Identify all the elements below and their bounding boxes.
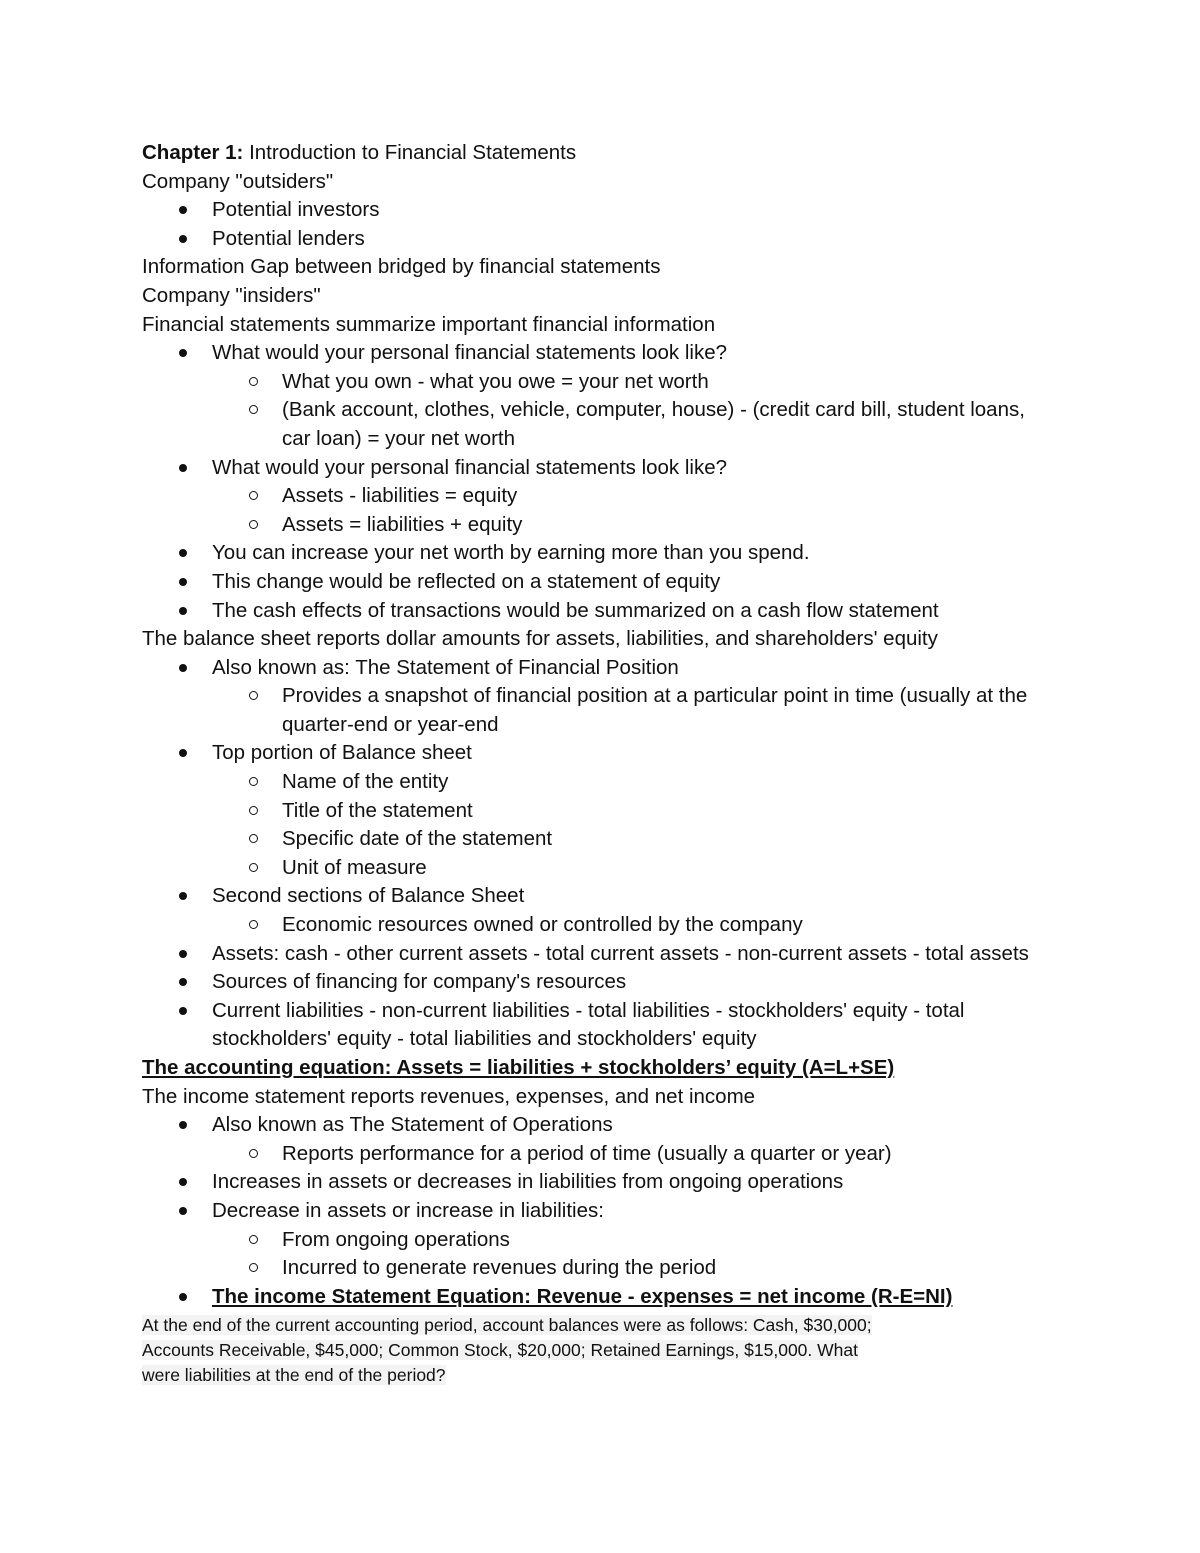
practice-question <box>142 1313 872 1388</box>
bullet-item <box>142 1283 1042 1312</box>
practice-question-text: At the end of the current accounting period, account balances were as follows: Cash, $30,000; Accounts Receivable, $45,000; Common Stock, $20,000; Retained Earnings, $15,000. What were liabilities at the end of the period? <box>142 1315 872 1386</box>
line-text: Potential investors <box>212 198 380 222</box>
sub-bullet-item <box>142 1140 1042 1169</box>
bullet-item <box>142 539 1042 568</box>
line-text: Assets: cash - other current assets - total current assets - non-current assets - total assets <box>212 941 1029 965</box>
text-line <box>142 1083 1042 1112</box>
bullet-item <box>142 654 1042 683</box>
text-line <box>142 168 1042 197</box>
line-text: What would your personal financial statements look like? <box>212 341 728 365</box>
bullet-item <box>142 1168 1042 1197</box>
sub-bullet-item <box>142 911 1042 940</box>
line-text: Decrease in assets or increase in liabilities: <box>212 1198 604 1222</box>
line-text: Also known as: The Statement of Financial Position <box>212 655 679 679</box>
sub-bullet-item <box>142 854 1042 883</box>
sub-bullet-item <box>142 1254 1042 1283</box>
line-text: The cash effects of transactions would be summarized on a cash flow statement <box>212 598 939 622</box>
line-text: What you own - what you owe = your net worth <box>282 369 709 393</box>
line-text: Top portion of Balance sheet <box>212 741 472 765</box>
sub-bullet-item <box>142 511 1042 540</box>
line-text: Incurred to generate revenues during the period <box>282 1256 717 1280</box>
bullet-item <box>142 454 1042 483</box>
line-text: Title of the statement <box>282 798 473 822</box>
line-text: Second sections of Balance Sheet <box>212 884 525 908</box>
text-line <box>142 311 1042 340</box>
line-text: From ongoing operations <box>282 1227 510 1251</box>
chapter-label: Chapter 1: <box>142 141 244 164</box>
text-line <box>142 282 1042 311</box>
sub-bullet-item <box>142 768 1042 797</box>
line-text: Economic resources owned or controlled by the company <box>282 913 803 937</box>
sub-bullet-item <box>142 825 1042 854</box>
bullet-item <box>142 882 1042 911</box>
line-text: Unit of measure <box>282 855 427 879</box>
sub-bullet-item <box>142 682 1042 739</box>
text-line <box>142 625 1042 654</box>
line-text: Company "insiders" <box>142 283 321 307</box>
line-text: Sources of financing for company's resources <box>212 970 627 994</box>
sub-bullet-item <box>142 396 1042 453</box>
line-text: Current liabilities - non-current liabilities - total liabilities - stockholders' equity - total stockholders' equity - total liabilities and stockholders' equity <box>212 998 965 1051</box>
line-text: Also known as The Statement of Operations <box>212 1113 613 1137</box>
bullet-item <box>142 196 1042 225</box>
bullet-item <box>142 339 1042 368</box>
bullet-item <box>142 739 1042 768</box>
bullet-item <box>142 940 1042 969</box>
line-text: Increases in assets or decreases in liabilities from ongoing operations <box>212 1170 844 1194</box>
chapter-name: Introduction to Financial Statements <box>243 141 577 164</box>
line-text: Information Gap between bridged by financial statements <box>142 255 661 279</box>
line-text: Potential lenders <box>212 226 365 250</box>
bullet-item <box>142 968 1042 997</box>
bullet-item <box>142 997 1042 1054</box>
sub-bullet-item <box>142 482 1042 511</box>
line-text: What would your personal financial statements look like? <box>212 455 728 479</box>
bullet-item <box>142 568 1042 597</box>
sub-bullet-item <box>142 797 1042 826</box>
line-text: You can increase your net worth by earning more than you spend. <box>212 541 810 565</box>
sub-bullet-item <box>142 368 1042 397</box>
text-line <box>142 253 1042 282</box>
text-line <box>142 1054 1042 1083</box>
line-text: Company "outsiders" <box>142 169 334 193</box>
sub-bullet-item <box>142 1226 1042 1255</box>
equation-heading: The accounting equation: Assets = liabilities + stockholders’ equity (A=L+SE) <box>142 1056 895 1079</box>
notes-content <box>142 139 1042 1388</box>
chapter-title <box>142 139 1042 168</box>
bullet-item <box>142 1197 1042 1226</box>
line-text: Specific date of the statement <box>282 827 553 851</box>
line-text: (Bank account, clothes, vehicle, computer, house) - (credit card bill, student loans, car loan) = your net worth <box>282 398 1025 450</box>
line-text: Financial statements summarize important financial information <box>142 312 716 336</box>
bullet-item <box>142 1111 1042 1140</box>
line-text: Reports performance for a period of time (usually a quarter or year) <box>282 1141 892 1165</box>
equation-heading: The income Statement Equation: Revenue - expenses = net income (R-E=NI) <box>212 1284 953 1308</box>
line-text: Name of the entity <box>282 770 449 794</box>
bullet-item <box>142 225 1042 254</box>
line-text: Provides a snapshot of financial position at a particular point in time (usually at the quarter-end or year-end <box>282 684 1028 736</box>
bullet-item <box>142 597 1042 626</box>
line-text: Assets = liabilities + equity <box>282 512 523 536</box>
line-text: This change would be reflected on a statement of equity <box>212 569 721 593</box>
line-text: The balance sheet reports dollar amounts for assets, liabilities, and shareholders' equity <box>142 627 938 651</box>
notes-list <box>142 168 1042 1312</box>
line-text: Assets - liabilities = equity <box>282 484 518 508</box>
line-text: The income statement reports revenues, expenses, and net income <box>142 1084 756 1108</box>
